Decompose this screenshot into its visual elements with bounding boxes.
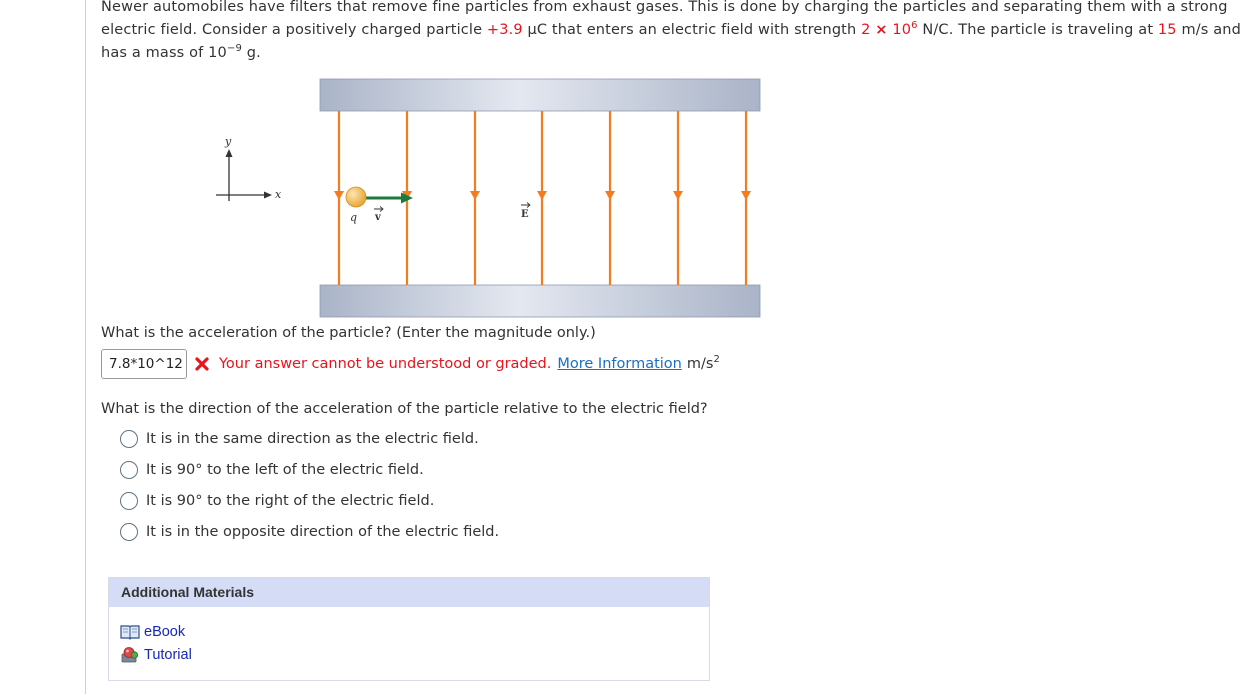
more-information-link[interactable]: More Information: [557, 356, 682, 372]
left-margin-rule: [85, 0, 86, 694]
book-icon: [120, 624, 140, 640]
option-label: It is 90° to the left of the electric field.: [146, 461, 424, 478]
question-1-answer-row: [101, 349, 720, 379]
option-same-direction[interactable]: [120, 423, 499, 454]
radio-button[interactable]: [120, 492, 138, 510]
speed-value: 15: [1157, 22, 1177, 38]
additional-materials-title: Additional Materials: [109, 578, 709, 607]
ebook-link[interactable]: [120, 624, 185, 640]
radio-button[interactable]: [120, 461, 138, 479]
radio-button[interactable]: [120, 430, 138, 448]
y-axis-label: y: [225, 135, 232, 148]
grading-error-message: Your answer cannot be understood or graded.: [219, 356, 552, 372]
option-label: It is in the same direction as the electric field.: [146, 430, 479, 447]
incorrect-x-icon: [194, 356, 210, 372]
top-plate: [320, 79, 760, 111]
ebook-link-label: eBook: [144, 624, 186, 640]
option-90-left[interactable]: [120, 454, 499, 485]
additional-materials-panel: [108, 577, 710, 681]
option-label: It is in the opposite direction of the electric field.: [146, 523, 500, 540]
option-opposite-direction[interactable]: [120, 516, 499, 547]
coordinate-axes: [216, 135, 282, 201]
radio-button[interactable]: [120, 523, 138, 541]
mass-value: $10^{-9}$: [208, 43, 242, 61]
charge-label: q: [350, 211, 358, 224]
option-90-right[interactable]: [120, 485, 499, 516]
tutorial-link[interactable]: [120, 646, 192, 663]
field-strength-value: $2 \times 10^6$: [861, 20, 918, 38]
direction-options: [120, 423, 499, 547]
charge-value: +3.9: [486, 22, 523, 38]
charged-particle: [346, 187, 366, 207]
problem-statement: Newer automobiles have filters that remove fine particles from exhaust gases. This is done by charging the particles and separating them with a strong electric field. Consider a positively charged particle +3.9 μC that enters an electric field with strength $2 \times 10^6$ N/C. The particle is traveling at 15 m/s and has a mass of $10^{-9}$ g.: [101, 0, 1241, 61]
x-axis-label: x: [275, 188, 282, 201]
acceleration-answer-input[interactable]: 7.8*10^12: [101, 349, 187, 379]
option-label: It is 90° to the right of the electric field.: [146, 492, 435, 509]
tutorial-link-label: Tutorial: [144, 646, 192, 663]
velocity-label: v: [375, 212, 381, 223]
tutorial-icon: [120, 646, 140, 663]
question-2-prompt: What is the direction of the acceleration of the particle relative to the electric field?: [101, 401, 708, 417]
field-label: E: [521, 209, 529, 220]
bottom-plate: [320, 285, 760, 317]
electric-field-diagram: [200, 78, 770, 320]
acceleration-unit: $m/s^2$: [686, 354, 720, 372]
question-1-prompt: What is the acceleration of the particle? (Enter the magnitude only.): [101, 325, 596, 341]
